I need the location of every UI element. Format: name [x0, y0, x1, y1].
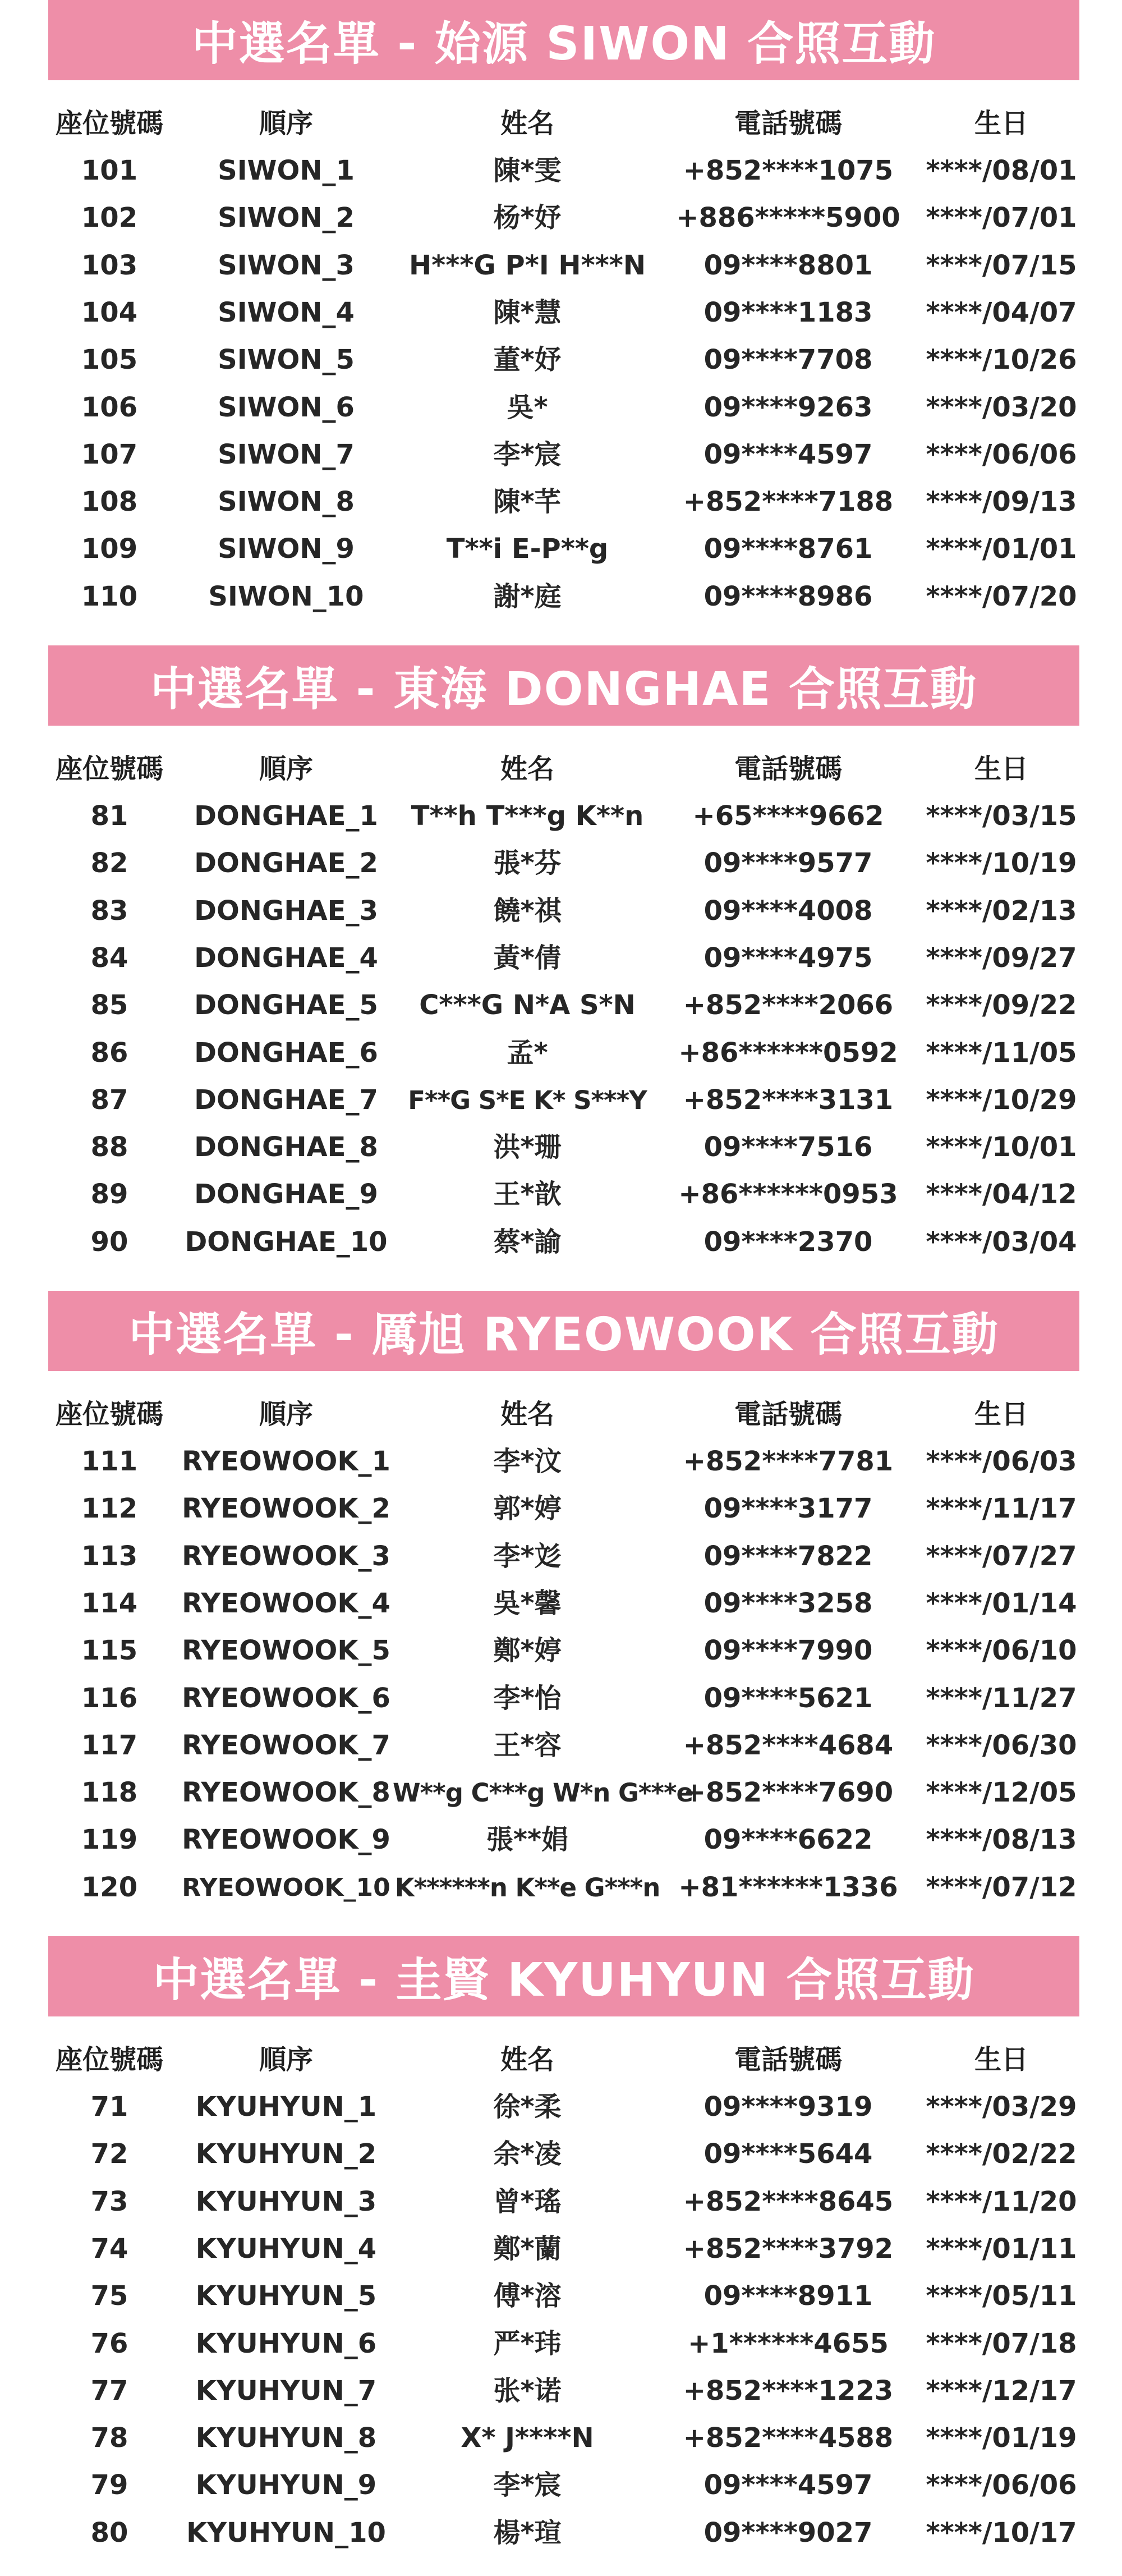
- seat-cell: 89: [90, 1179, 128, 1211]
- name-cell: 董*妤: [493, 344, 562, 376]
- seat-cell: 79: [90, 2469, 128, 2501]
- table-row: [0, 194, 1122, 242]
- table-row: [0, 1769, 1122, 1817]
- table-header-row: [0, 2036, 1122, 2084]
- order-cell: DONGHAE_6: [194, 1037, 378, 1069]
- birthday-cell: ****/10/17: [926, 2517, 1077, 2549]
- order-cell: SIWON_7: [218, 438, 355, 470]
- seat-cell: 78: [90, 2422, 128, 2454]
- seat-cell: 82: [90, 847, 128, 879]
- birthday-cell: ****/05/11: [926, 2280, 1077, 2312]
- phone-cell: +852****7188: [683, 486, 894, 518]
- table-row: [0, 1076, 1122, 1124]
- birthday-cell: ****/09/22: [926, 989, 1077, 1021]
- birthday-cell: ****/10/01: [926, 1131, 1077, 1163]
- name-cell: 陳*雯: [493, 155, 562, 186]
- order-header: 順序: [259, 1399, 313, 1430]
- name-cell: 陳*芊: [493, 486, 562, 518]
- order-cell: SIWON_6: [218, 391, 355, 423]
- order-cell: RYEOWOOK_5: [182, 1635, 390, 1667]
- table-row: [0, 2509, 1122, 2557]
- seat-cell: 103: [81, 249, 138, 281]
- phone-cell: +81******1336: [678, 1871, 898, 1903]
- table-row: [0, 1171, 1122, 1218]
- order-cell: RYEOWOOK_3: [182, 1540, 390, 1572]
- seat-number-header: 座位號碼: [55, 2044, 163, 2075]
- table-row: [0, 1485, 1122, 1533]
- table-row: [0, 384, 1122, 432]
- name-cell: 張**娟: [486, 1824, 569, 1856]
- seat-cell: 85: [90, 989, 128, 1021]
- phone-cell: 09****7516: [703, 1131, 873, 1163]
- seat-cell: 72: [90, 2138, 128, 2170]
- order-header: 順序: [259, 108, 313, 139]
- seat-number-header: 座位號碼: [55, 1399, 163, 1430]
- birthday-cell: ****/09/13: [926, 486, 1077, 518]
- phone-cell: +852****1075: [683, 155, 894, 186]
- phone-cell: 09****8986: [703, 580, 873, 612]
- phone-cell: 09****4008: [703, 895, 873, 927]
- seat-number-header: 座位號碼: [55, 108, 163, 139]
- phone-cell: +852****2066: [683, 989, 894, 1021]
- order-cell: SIWON_3: [218, 249, 355, 281]
- seat-cell: 86: [90, 1037, 128, 1069]
- seat-cell: 87: [90, 1084, 128, 1116]
- name-cell: 鄭*婷: [493, 1635, 562, 1667]
- seat-cell: 81: [90, 800, 128, 832]
- order-cell: SIWON_10: [208, 580, 364, 612]
- phone-cell: 09****7990: [703, 1635, 873, 1667]
- order-header: 順序: [259, 2044, 313, 2075]
- birthday-cell: ****/06/06: [926, 438, 1077, 470]
- birthday-cell: ****/07/01: [926, 202, 1077, 234]
- phone-cell: 09****5644: [703, 2138, 873, 2170]
- name-cell: 謝*庭: [493, 580, 562, 612]
- seat-cell: 76: [90, 2327, 128, 2359]
- seat-cell: 117: [81, 1729, 138, 1761]
- birthday-cell: ****/03/15: [926, 800, 1077, 832]
- table-row: [0, 1029, 1122, 1077]
- seat-cell: 110: [81, 580, 138, 612]
- order-cell: RYEOWOOK_9: [182, 1824, 390, 1856]
- seat-cell: 90: [90, 1226, 128, 1258]
- phone-cell: +852****3131: [683, 1084, 894, 1116]
- name-cell: 李*汶: [493, 1446, 562, 1477]
- order-cell: SIWON_4: [218, 296, 355, 328]
- order-cell: RYEOWOOK_7: [182, 1729, 390, 1761]
- seat-number-header: 座位號碼: [55, 753, 163, 785]
- table-row: [0, 1627, 1122, 1675]
- name-cell: 李*宸: [493, 438, 562, 470]
- table-row: [0, 431, 1122, 479]
- table-row: [0, 2462, 1122, 2509]
- birthday-cell: ****/11/27: [926, 1682, 1077, 1714]
- birthday-cell: ****/12/17: [926, 2375, 1077, 2407]
- table-row: [0, 2083, 1122, 2131]
- birthday-cell: ****/03/29: [926, 2091, 1077, 2123]
- table-row: [0, 982, 1122, 1029]
- phone-header: 電話號碼: [734, 108, 842, 139]
- phone-cell: +1******4655: [688, 2327, 889, 2359]
- order-cell: DONGHAE_10: [185, 1226, 388, 1258]
- birthday-header: 生日: [974, 753, 1028, 785]
- seat-cell: 102: [81, 202, 138, 234]
- phone-header: 電話號碼: [734, 753, 842, 785]
- seat-cell: 112: [81, 1493, 138, 1525]
- phone-cell: 09****8761: [703, 533, 873, 565]
- birthday-header: 生日: [974, 1399, 1028, 1430]
- name-cell: 饒*祺: [493, 895, 562, 927]
- name-cell: 李*宸: [493, 2469, 562, 2501]
- birthday-cell: ****/03/04: [926, 1226, 1077, 1258]
- birthday-cell: ****/01/14: [926, 1587, 1077, 1619]
- phone-cell: 09****4597: [703, 2469, 873, 2501]
- birthday-cell: ****/06/03: [926, 1446, 1077, 1477]
- phone-cell: 09****3258: [703, 1587, 873, 1619]
- name-cell: 徐*柔: [493, 2091, 562, 2123]
- order-cell: SIWON_2: [218, 202, 355, 234]
- name-cell: 曾*瑤: [493, 2185, 562, 2217]
- order-cell: RYEOWOOK_8: [182, 1777, 390, 1809]
- name-header: 姓名: [500, 1399, 554, 1430]
- name-cell: 张*诺: [493, 2375, 562, 2407]
- phone-cell: 09****9577: [703, 847, 873, 879]
- birthday-header: 生日: [974, 2044, 1028, 2075]
- order-cell: RYEOWOOK_6: [182, 1682, 390, 1714]
- phone-cell: 09****4975: [703, 942, 873, 974]
- name-cell: 陳*慧: [493, 296, 562, 328]
- table-row: [0, 792, 1122, 840]
- table-row: [0, 1124, 1122, 1171]
- name-cell: 余*凌: [493, 2138, 562, 2170]
- birthday-cell: ****/04/07: [926, 296, 1077, 328]
- table-row: [0, 1533, 1122, 1580]
- phone-cell: +852****7690: [683, 1777, 894, 1809]
- order-cell: SIWON_8: [218, 486, 355, 518]
- name-cell: K******n K**e G***n: [394, 1872, 660, 1903]
- table-row: [0, 1864, 1122, 1912]
- phone-cell: +852****7781: [683, 1446, 894, 1477]
- birthday-cell: ****/04/12: [926, 1179, 1077, 1211]
- seat-cell: 120: [81, 1871, 138, 1903]
- order-cell: KYUHYUN_6: [195, 2327, 377, 2359]
- phone-cell: +886*****5900: [676, 202, 900, 234]
- birthday-cell: ****/07/20: [926, 580, 1077, 612]
- name-cell: T**h T***g K**n: [411, 800, 644, 832]
- order-header: 順序: [259, 753, 313, 785]
- table-row: [0, 887, 1122, 935]
- table-row: [0, 2130, 1122, 2178]
- order-cell: KYUHYUN_1: [195, 2091, 377, 2123]
- order-cell: KYUHYUN_3: [195, 2185, 377, 2217]
- winner-section: [0, 645, 1122, 1285]
- name-header: 姓名: [500, 753, 554, 785]
- birthday-cell: ****/08/01: [926, 155, 1077, 186]
- seat-cell: 101: [81, 155, 138, 186]
- seat-cell: 108: [81, 486, 138, 518]
- order-cell: RYEOWOOK_4: [182, 1587, 390, 1619]
- table-row: [0, 2272, 1122, 2320]
- seat-cell: 77: [90, 2375, 128, 2407]
- seat-cell: 106: [81, 391, 138, 423]
- phone-cell: 09****1183: [703, 296, 873, 328]
- order-cell: KYUHYUN_2: [195, 2138, 377, 2170]
- name-cell: 吳*馨: [493, 1587, 562, 1619]
- birthday-cell: ****/07/27: [926, 1540, 1077, 1572]
- phone-cell: 09****7822: [703, 1540, 873, 1572]
- table-row: [0, 525, 1122, 573]
- seat-cell: 113: [81, 1540, 138, 1572]
- name-cell: C***G N*A S*N: [419, 989, 636, 1021]
- order-cell: RYEOWOOK_2: [182, 1493, 390, 1525]
- order-cell: SIWON_5: [218, 344, 355, 376]
- birthday-cell: ****/10/19: [926, 847, 1077, 879]
- table-row: [0, 573, 1122, 621]
- birthday-cell: ****/07/18: [926, 2327, 1077, 2359]
- table-row: [0, 147, 1122, 195]
- seat-cell: 105: [81, 344, 138, 376]
- phone-cell: 09****8801: [703, 249, 873, 281]
- table-header-row: [0, 745, 1122, 793]
- name-cell: 楊*瑄: [493, 2517, 562, 2549]
- phone-cell: +852****4684: [683, 1729, 894, 1761]
- order-cell: KYUHYUN_5: [195, 2280, 377, 2312]
- order-cell: DONGHAE_5: [194, 989, 378, 1021]
- table-row: [0, 2320, 1122, 2368]
- phone-cell: 09****7708: [703, 344, 873, 376]
- name-cell: 傅*溶: [493, 2280, 562, 2312]
- birthday-cell: ****/12/05: [926, 1777, 1077, 1809]
- table-row: [0, 2414, 1122, 2462]
- phone-cell: 09****4597: [703, 438, 873, 470]
- order-cell: KYUHYUN_8: [195, 2422, 377, 2454]
- order-cell: RYEOWOOK_10: [182, 1873, 390, 1902]
- birthday-cell: ****/10/29: [926, 1084, 1077, 1116]
- name-cell: 李*彣: [493, 1540, 562, 1572]
- section-title-banner: 中選名單 - 東海 DONGHAE 合照互動: [48, 645, 1079, 726]
- birthday-cell: ****/11/17: [926, 1493, 1077, 1525]
- table-row: [0, 1675, 1122, 1722]
- birthday-cell: ****/09/27: [926, 942, 1077, 974]
- table-row: [0, 1438, 1122, 1486]
- name-cell: 孟*: [507, 1037, 548, 1069]
- table-row: [0, 2178, 1122, 2226]
- table-row: [0, 1580, 1122, 1628]
- seat-cell: 115: [81, 1635, 138, 1667]
- seat-cell: 118: [81, 1777, 138, 1809]
- table-row: [0, 478, 1122, 526]
- order-cell: DONGHAE_3: [194, 895, 378, 927]
- name-cell: 王*容: [493, 1729, 562, 1761]
- seat-cell: 114: [81, 1587, 138, 1619]
- name-cell: 杨*妤: [493, 202, 562, 234]
- order-cell: SIWON_1: [218, 155, 355, 186]
- birthday-cell: ****/07/15: [926, 249, 1077, 281]
- section-title-banner: 中選名單 - 圭賢 KYUHYUN 合照互動: [48, 1936, 1079, 2016]
- seat-cell: 109: [81, 533, 138, 565]
- birthday-cell: ****/11/05: [926, 1037, 1077, 1069]
- phone-cell: +86******0592: [678, 1037, 898, 1069]
- order-cell: DONGHAE_7: [194, 1084, 378, 1116]
- phone-cell: 09****9263: [703, 391, 873, 423]
- seat-cell: 73: [90, 2185, 128, 2217]
- order-cell: DONGHAE_4: [194, 942, 378, 974]
- birthday-cell: ****/10/26: [926, 344, 1077, 376]
- phone-cell: +852****3792: [683, 2233, 894, 2265]
- phone-cell: 09****9319: [703, 2091, 873, 2123]
- name-cell: 洪*珊: [493, 1131, 562, 1163]
- winner-section: [0, 1936, 1122, 2576]
- phone-cell: 09****6622: [703, 1824, 873, 1856]
- table-header-row: [0, 100, 1122, 148]
- birthday-cell: ****/06/10: [926, 1635, 1077, 1667]
- birthday-cell: ****/01/01: [926, 533, 1077, 565]
- seat-cell: 71: [90, 2091, 128, 2123]
- phone-cell: 09****9027: [703, 2517, 873, 2549]
- name-cell: 李*怡: [493, 1682, 562, 1714]
- phone-cell: +852****8645: [683, 2185, 894, 2217]
- phone-header: 電話號碼: [734, 2044, 842, 2075]
- table-row: [0, 289, 1122, 337]
- order-cell: DONGHAE_8: [194, 1131, 378, 1163]
- seat-cell: 83: [90, 895, 128, 927]
- name-cell: W**g C***g W*n G***e: [393, 1778, 693, 1808]
- section-title-banner: 中選名單 - 厲旭 RYEOWOOK 合照互動: [48, 1291, 1079, 1371]
- order-cell: KYUHYUN_9: [195, 2469, 377, 2501]
- seat-cell: 75: [90, 2280, 128, 2312]
- name-cell: X* J****N: [461, 2422, 594, 2454]
- seat-cell: 80: [90, 2517, 128, 2549]
- seat-cell: 111: [81, 1446, 138, 1477]
- birthday-cell: ****/01/19: [926, 2422, 1077, 2454]
- winner-section: [0, 1291, 1122, 1931]
- birthday-cell: ****/07/12: [926, 1871, 1077, 1903]
- table-header-row: [0, 1391, 1122, 1438]
- birthday-cell: ****/08/13: [926, 1824, 1077, 1856]
- table-row: [0, 840, 1122, 887]
- seat-cell: 104: [81, 296, 138, 328]
- name-cell: 鄭*蘭: [493, 2233, 562, 2265]
- table-row: [0, 2225, 1122, 2273]
- seat-cell: 74: [90, 2233, 128, 2265]
- birthday-cell: ****/02/22: [926, 2138, 1077, 2170]
- name-cell: 張*芬: [493, 847, 562, 879]
- name-cell: 蔡*諭: [493, 1226, 562, 1258]
- name-cell: 郭*婷: [493, 1493, 562, 1525]
- phone-cell: 09****3177: [703, 1493, 873, 1525]
- name-header: 姓名: [500, 2044, 554, 2075]
- seat-cell: 88: [90, 1131, 128, 1163]
- table-row: [0, 1218, 1122, 1266]
- name-header: 姓名: [500, 108, 554, 139]
- name-cell: T**i E-P**g: [446, 533, 609, 565]
- order-cell: RYEOWOOK_1: [182, 1446, 390, 1477]
- table-row: [0, 934, 1122, 982]
- phone-cell: +86******0953: [678, 1179, 898, 1211]
- table-row: [0, 2367, 1122, 2415]
- table-row: [0, 336, 1122, 384]
- order-cell: KYUHYUN_4: [195, 2233, 377, 2265]
- seat-cell: 119: [81, 1824, 138, 1856]
- phone-cell: +65****9662: [692, 800, 884, 832]
- birthday-cell: ****/01/11: [926, 2233, 1077, 2265]
- birthday-cell: ****/06/06: [926, 2469, 1077, 2501]
- name-cell: 严*玮: [493, 2327, 562, 2359]
- order-cell: KYUHYUN_10: [186, 2517, 386, 2549]
- order-cell: DONGHAE_1: [194, 800, 378, 832]
- seat-cell: 84: [90, 942, 128, 974]
- birthday-header: 生日: [974, 108, 1028, 139]
- seat-cell: 107: [81, 438, 138, 470]
- table-row: [0, 1722, 1122, 1770]
- phone-header: 電話號碼: [734, 1399, 842, 1430]
- order-cell: DONGHAE_9: [194, 1179, 378, 1211]
- name-cell: H***G P*I H***N: [408, 249, 646, 281]
- name-cell: F**G S*E K* S***Y: [408, 1085, 647, 1115]
- phone-cell: 09****5621: [703, 1682, 873, 1714]
- phone-cell: 09****8911: [703, 2280, 873, 2312]
- birthday-cell: ****/11/20: [926, 2185, 1077, 2217]
- birthday-cell: ****/02/13: [926, 895, 1077, 927]
- seat-cell: 116: [81, 1682, 138, 1714]
- phone-cell: 09****2370: [703, 1226, 873, 1258]
- birthday-cell: ****/03/20: [926, 391, 1077, 423]
- table-row: [0, 1816, 1122, 1864]
- table-row: [0, 242, 1122, 290]
- winner-section: [0, 0, 1122, 640]
- birthday-cell: ****/06/30: [926, 1729, 1077, 1761]
- name-cell: 黃*倩: [493, 942, 562, 974]
- section-title-banner: 中選名單 - 始源 SIWON 合照互動: [48, 0, 1079, 80]
- name-cell: 王*歆: [493, 1179, 562, 1211]
- order-cell: DONGHAE_2: [194, 847, 378, 879]
- order-cell: KYUHYUN_7: [195, 2375, 377, 2407]
- order-cell: SIWON_9: [218, 533, 355, 565]
- phone-cell: +852****4588: [683, 2422, 894, 2454]
- phone-cell: +852****1223: [683, 2375, 894, 2407]
- name-cell: 吳*: [507, 391, 548, 423]
